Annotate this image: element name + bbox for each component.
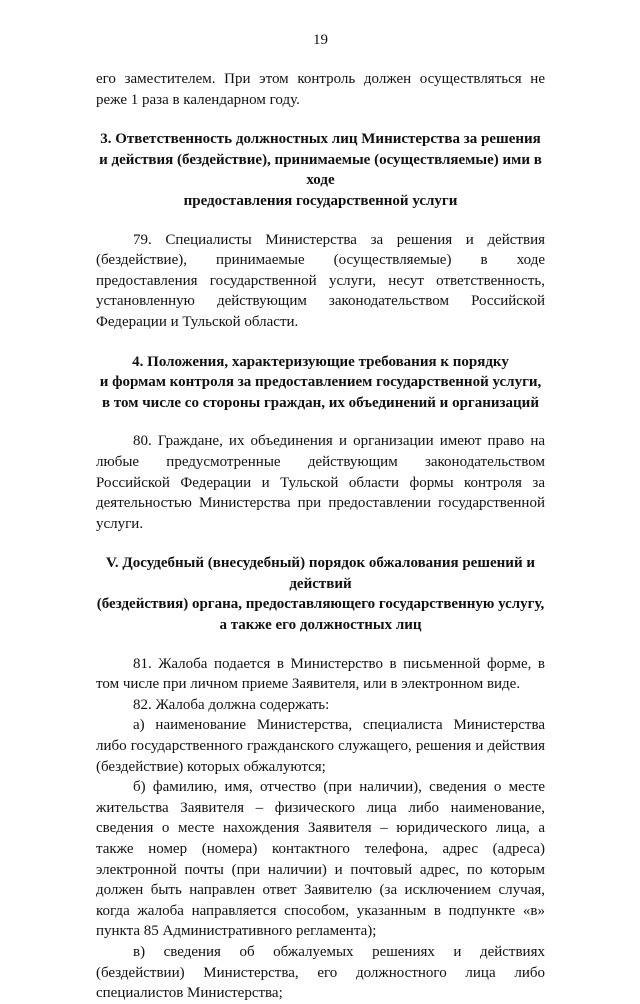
paragraph-80: 80. Граждане, их объединения и организации имеют право на любые предусмотренные действующим законодательством Российской Федерации и Тульской области формы контроля за деятельностью Министерства при предоставлении государственной услуги.: [96, 433, 545, 532]
paragraph-82-item-b: б) фамилию, имя, отчество (при наличии), сведения о месте жительства Заявителя – физического лица либо наименование, сведения о месте нахождения Заявителя – юридического лица, а также номер (номера) контактного телефона, адрес (адреса) электронной почты (при наличии) и почтовый адрес, по которым должен быть направлен ответ Заявителю (за исключением случая, когда жалоба направляется способом, указанным в подпункте «в» пункта 85 Административного регламента);: [96, 779, 545, 940]
page-number: 19: [313, 32, 328, 48]
document-page: [96, 30, 545, 1004]
heading-line: а также его должностных лиц: [219, 617, 422, 634]
heading-line: 4. Положения, характеризующие требования к порядку: [132, 353, 509, 370]
heading-line: и формам контроля за предоставлением государственной услуги,: [99, 374, 542, 391]
paragraph-81: 81. Жалоба подается в Министерство в письменной форме, в том числе при личном приеме Заявителя, или в электронном виде.: [96, 655, 545, 693]
heading-line: (бездействия) органа, предоставляющего государственную услугу,: [96, 596, 545, 613]
heading-line: в том числе со стороны граждан, их объединений и организаций: [102, 394, 539, 411]
heading-line: и действия (бездействие), принимаемые (осуществляемые) ими в ходе: [99, 151, 542, 189]
section-4-heading: [96, 352, 545, 414]
paragraph-79: 79. Специалисты Министерства за решения и действия (бездействие), принимаемые (осуществляемые) в ходе предоставления государственной услуги, несут ответственность, установленную действующим законодательством Российской Федерации и Тульской области.: [96, 231, 545, 330]
section-v-heading: [96, 553, 545, 635]
heading-line: V. Досудебный (внесудебный) порядок обжалования решений и действий: [106, 555, 535, 592]
heading-line: предоставления государственной услуги: [183, 192, 458, 209]
intro-paragraph: его заместителем. При этом контроль должен осуществляться не реже 1 раза в календарном году.: [96, 71, 545, 108]
paragraph-82-item-a: а) наименование Министерства, специалиста Министерства либо государственного гражданского служащего, решения и действия (бездействие) которых обжалуются;: [96, 717, 545, 775]
paragraph-82: 82. Жалоба должна содержать:: [133, 696, 330, 713]
heading-line: 3. Ответственность должностных лиц Министерства за решения: [100, 131, 541, 148]
section-3-heading: [96, 129, 545, 211]
paragraph-82-item-v: в) сведения об обжалуемых решениях и действиях (бездействии) Министерства, его должностного лица либо специалистов Министерства;: [96, 943, 545, 1002]
